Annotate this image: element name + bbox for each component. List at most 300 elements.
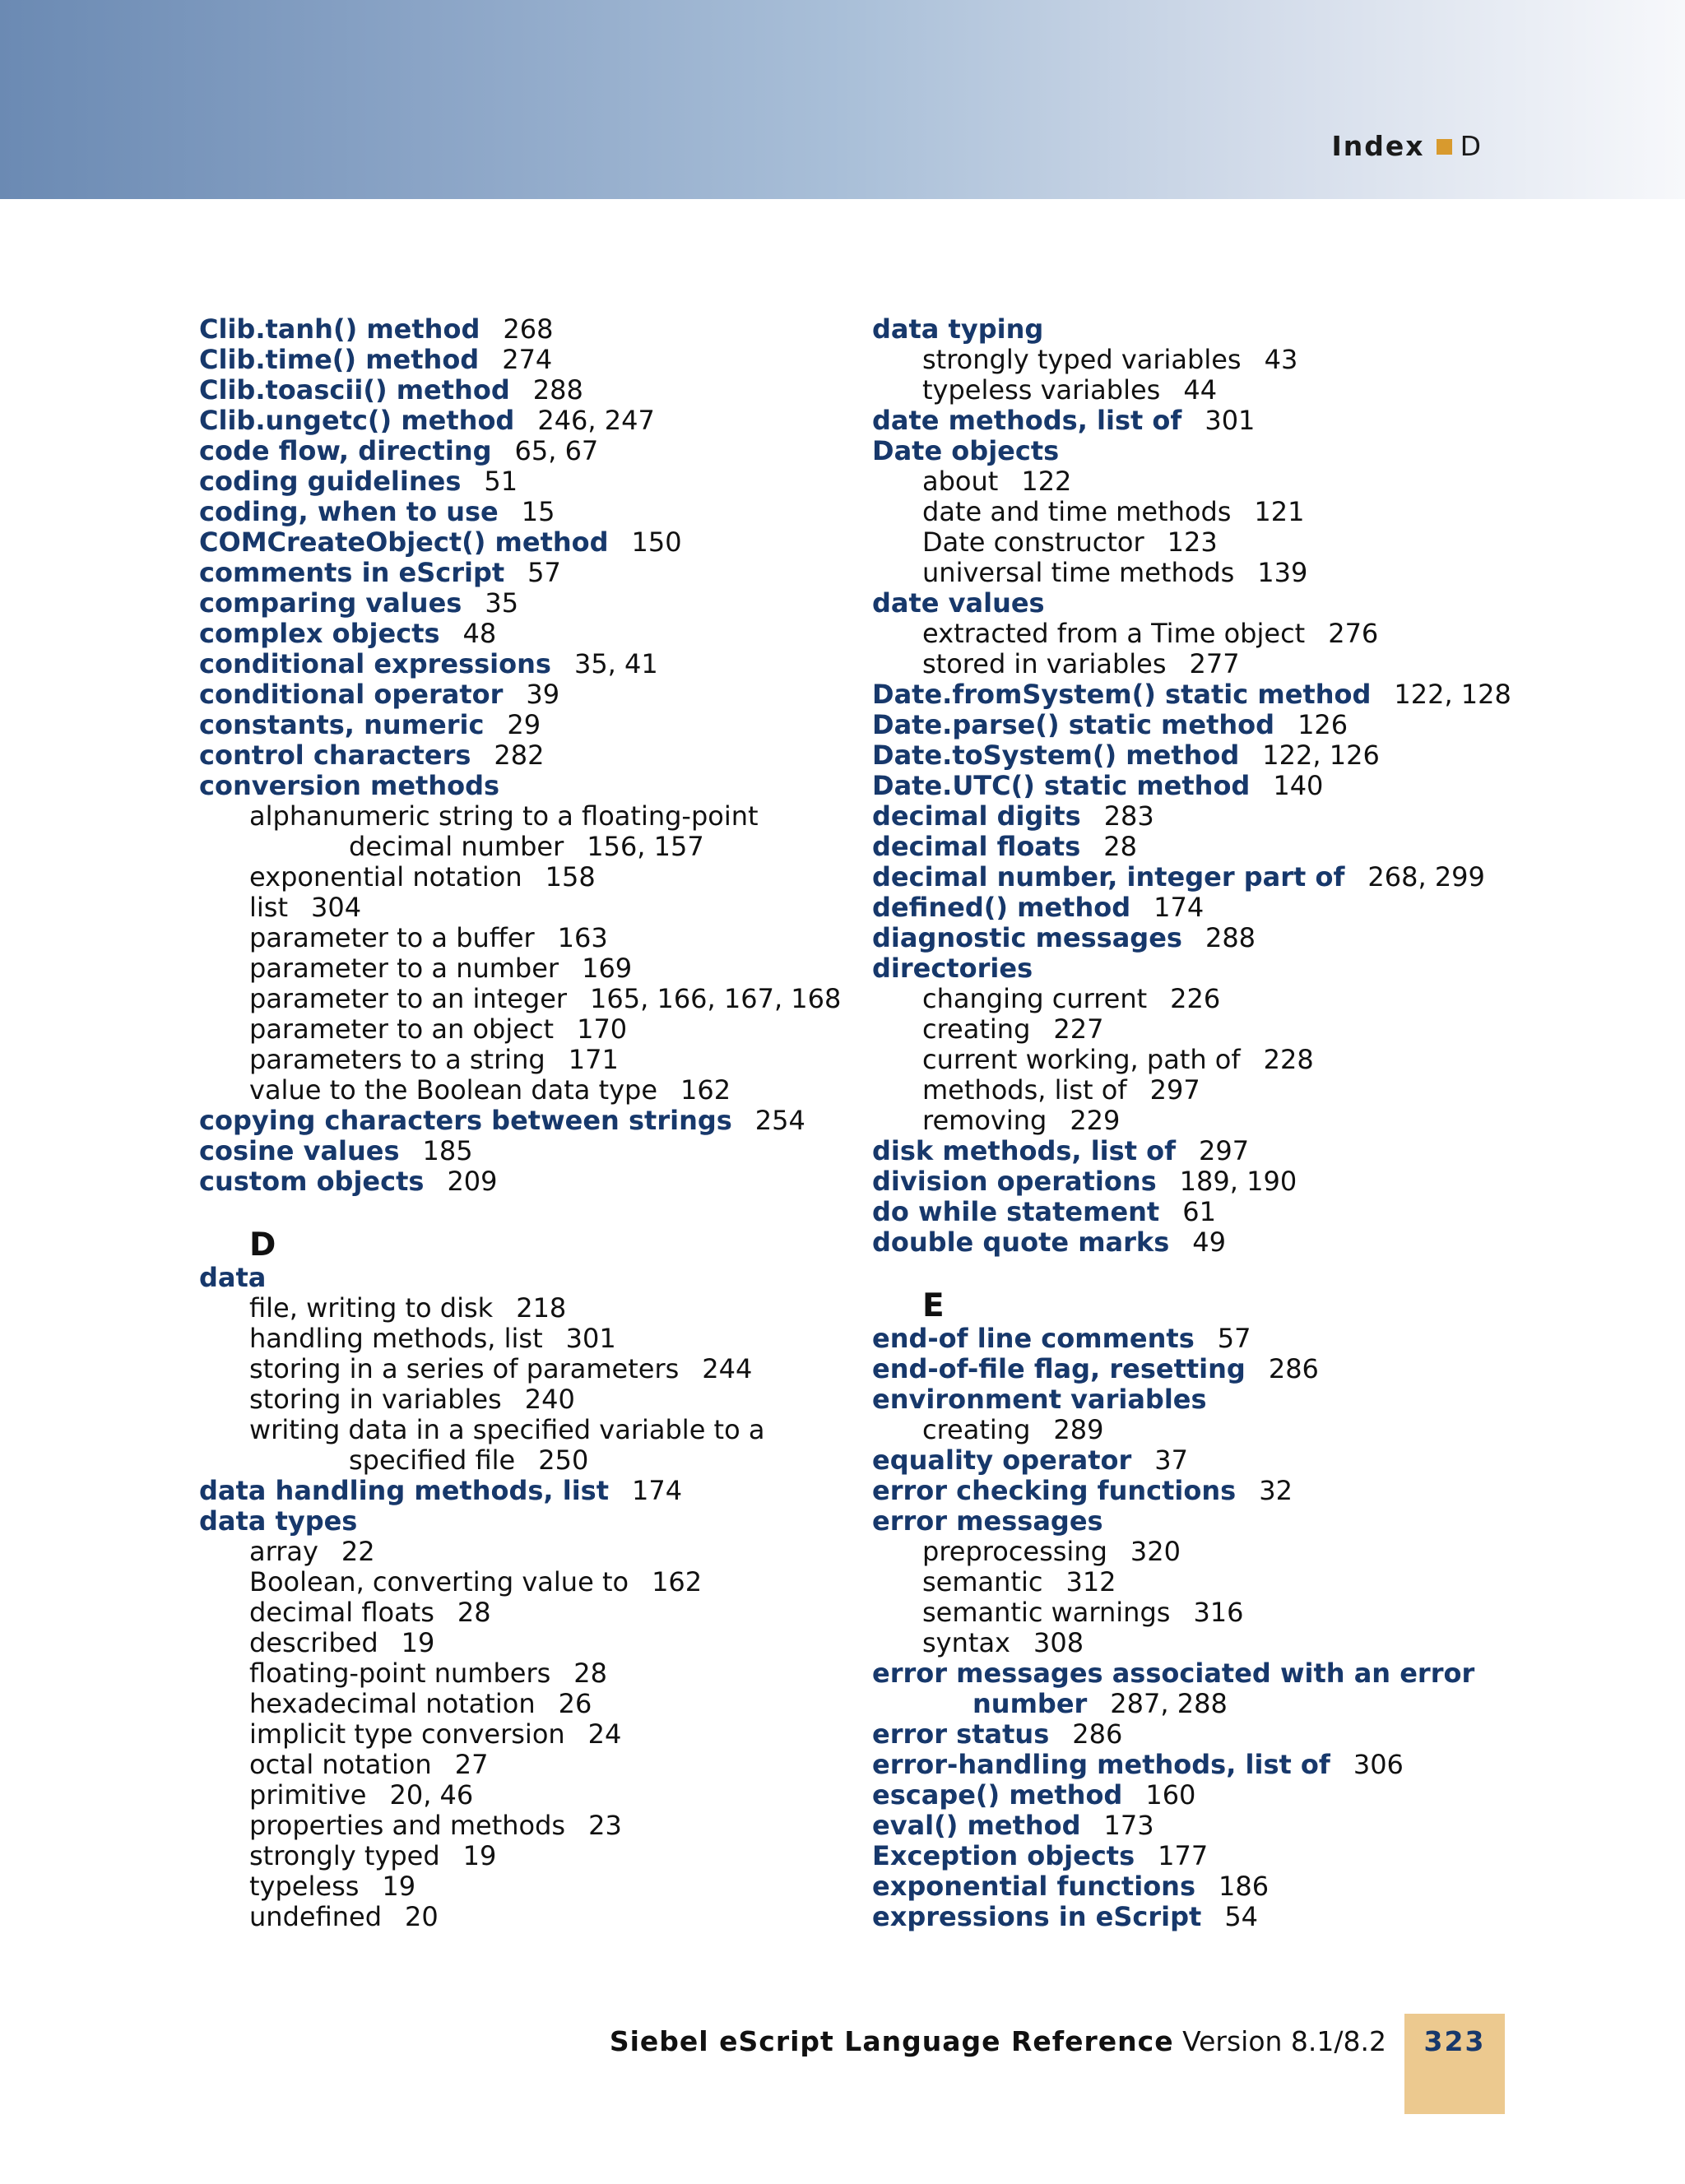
entry-term: cosine values — [199, 1135, 400, 1166]
entry-term: octal notation — [249, 1749, 432, 1780]
entry-term: parameter to an object — [249, 1013, 555, 1045]
entry-pages[interactable]: 163 — [557, 922, 608, 953]
index-subentry — [199, 1689, 857, 1719]
entry-pages[interactable]: 139 — [1257, 557, 1308, 588]
entry-pages[interactable]: 320 — [1130, 1536, 1181, 1567]
entry-term: exponential notation — [249, 861, 522, 893]
entry-pages[interactable]: 228 — [1263, 1044, 1314, 1075]
entry-pages[interactable]: 227 — [1053, 1013, 1104, 1045]
entry-term: date and time methods — [922, 496, 1232, 527]
index-entry — [199, 771, 857, 801]
entry-pages[interactable]: 286 — [1268, 1353, 1319, 1384]
entry-term: number — [972, 1688, 1088, 1719]
entry-pages[interactable]: 274 — [502, 344, 553, 375]
entry-pages[interactable]: 65, 67 — [514, 435, 599, 466]
entry-pages[interactable]: 54 — [1224, 1901, 1259, 1932]
entry-pages[interactable]: 287, 288 — [1110, 1688, 1228, 1719]
index-subentry — [199, 1354, 857, 1384]
index-subentry — [199, 1075, 857, 1106]
index-entry — [872, 832, 1547, 862]
entry-term: universal time methods — [922, 557, 1235, 588]
index-entry — [199, 619, 857, 649]
index-subentry — [872, 345, 1547, 375]
index-entry — [872, 740, 1547, 771]
entry-pages[interactable]: 226 — [1170, 983, 1221, 1014]
index-subentry — [872, 1537, 1547, 1567]
index-subentry — [199, 953, 857, 984]
footer — [610, 2025, 1386, 2058]
index-subentry — [199, 1445, 857, 1476]
entry-pages[interactable]: 158 — [545, 861, 596, 893]
entry-pages[interactable]: 268 — [503, 313, 554, 345]
entry-term: creating — [922, 1414, 1031, 1445]
entry-pages[interactable]: 297 — [1149, 1074, 1200, 1106]
entry-term: COMCreateObject() method — [199, 526, 609, 558]
entry-term: list — [249, 892, 288, 923]
entry-term: removing — [922, 1105, 1047, 1136]
index-entry — [872, 1506, 1547, 1537]
index-subentry — [872, 375, 1547, 406]
entry-term: do while statement — [872, 1196, 1160, 1227]
entry-term: typeless variables — [922, 374, 1161, 406]
entry-pages[interactable]: 24 — [587, 1718, 622, 1750]
letter-heading: D — [249, 1226, 276, 1264]
entry-term: file, writing to disk — [249, 1292, 494, 1324]
entry-term: date methods, list of — [872, 405, 1182, 436]
entry-term: Clib.time() method — [199, 344, 480, 375]
page-number-box — [1404, 2014, 1505, 2114]
version-text: Version 8.1/8.2 — [1182, 2025, 1386, 2057]
index-entry — [872, 1384, 1547, 1415]
entry-pages[interactable]: 244 — [702, 1353, 753, 1384]
entry-term: parameters to a string — [249, 1044, 545, 1075]
entry-pages[interactable]: 162 — [680, 1074, 731, 1106]
index-subentry — [199, 1567, 857, 1597]
entry-pages[interactable]: 306 — [1353, 1749, 1404, 1780]
entry-pages[interactable]: 15 — [521, 496, 555, 527]
index-subentry — [199, 1780, 857, 1811]
entry-pages[interactable]: 123 — [1167, 526, 1218, 558]
entry-pages[interactable]: 43 — [1264, 344, 1298, 375]
entry-term: Exception objects — [872, 1840, 1135, 1871]
index-subentry — [872, 466, 1547, 497]
entry-pages[interactable]: 229 — [1070, 1105, 1121, 1136]
header-letter: D — [1460, 130, 1481, 162]
entry-pages[interactable]: 19 — [382, 1871, 416, 1902]
entry-term: end-of-file flag, resetting — [872, 1353, 1246, 1384]
index-entry — [199, 345, 857, 375]
index-entry — [872, 1871, 1547, 1902]
entry-pages[interactable]: 140 — [1273, 770, 1324, 801]
entry-pages[interactable]: 288 — [1205, 922, 1256, 953]
entry-pages[interactable]: 218 — [516, 1292, 567, 1324]
entry-term: decimal floats — [249, 1597, 434, 1628]
entry-pages[interactable]: 23 — [588, 1810, 622, 1841]
entry-term: storing in variables — [249, 1384, 502, 1415]
index-entry — [872, 1719, 1547, 1750]
index-entry — [872, 893, 1547, 923]
entry-pages[interactable]: 209 — [447, 1166, 498, 1197]
entry-term: hexadecimal notation — [249, 1688, 536, 1719]
entry-term: about — [922, 466, 999, 497]
index-entry — [872, 1136, 1547, 1166]
entry-pages[interactable]: 160 — [1145, 1779, 1196, 1811]
entry-pages[interactable]: 286 — [1072, 1718, 1123, 1750]
entry-term: Clib.ungetc() method — [199, 405, 515, 436]
entry-pages[interactable]: 297 — [1199, 1135, 1250, 1166]
index-entry — [872, 1658, 1547, 1689]
entry-term: data types — [199, 1505, 358, 1537]
index-subentry — [872, 1014, 1547, 1045]
header-section: Index — [1331, 130, 1425, 162]
entry-term: extracted from a Time object — [922, 618, 1306, 649]
index-entry — [872, 1780, 1547, 1811]
index-subentry — [199, 862, 857, 893]
entry-pages[interactable]: 22 — [341, 1536, 375, 1567]
entry-term: error messages — [872, 1505, 1103, 1537]
entry-term: end-of line comments — [872, 1323, 1195, 1354]
entry-pages[interactable]: 174 — [1154, 892, 1205, 923]
index-subentry — [199, 1719, 857, 1750]
entry-pages[interactable]: 49 — [1192, 1226, 1226, 1258]
entry-pages[interactable]: 240 — [524, 1384, 575, 1415]
index-entry — [872, 679, 1547, 710]
entry-pages[interactable]: 250 — [538, 1444, 589, 1476]
index-entry — [872, 1841, 1547, 1871]
index-entry — [872, 710, 1547, 740]
entry-pages[interactable]: 61 — [1182, 1196, 1216, 1227]
entry-pages[interactable]: 156, 157 — [587, 831, 704, 862]
spacer — [872, 1258, 1547, 1288]
index-entry — [199, 466, 857, 497]
entry-term: Clib.tanh() method — [199, 313, 480, 345]
entry-term: value to the Boolean data type — [249, 1074, 658, 1106]
index-subentry — [199, 1871, 857, 1902]
entry-term: preprocessing — [922, 1536, 1107, 1567]
entry-term: escape() method — [872, 1779, 1123, 1811]
entry-term: data typing — [872, 313, 1044, 345]
index-subentry — [199, 1324, 857, 1354]
entry-pages[interactable]: 173 — [1103, 1810, 1154, 1841]
entry-pages[interactable]: 35 — [485, 587, 519, 619]
index-entry — [872, 1166, 1547, 1197]
index-subentry — [872, 1075, 1547, 1106]
index-subentry — [872, 558, 1547, 588]
index-subentry — [872, 649, 1547, 679]
index-subentry — [872, 1567, 1547, 1597]
index-entry — [199, 406, 857, 436]
entry-pages[interactable]: 171 — [568, 1044, 619, 1075]
index-subentry — [199, 1293, 857, 1324]
index-entry — [872, 801, 1547, 832]
entry-pages[interactable]: 304 — [311, 892, 362, 923]
index-subentry — [199, 1415, 857, 1445]
entry-pages[interactable]: 301 — [1205, 405, 1256, 436]
entry-term: exponential functions — [872, 1871, 1195, 1902]
entry-pages[interactable]: 276 — [1328, 618, 1379, 649]
entry-pages[interactable]: 48 — [462, 618, 497, 649]
entry-term: primitive — [249, 1779, 367, 1811]
index-entry — [872, 771, 1547, 801]
entry-term: creating — [922, 1013, 1031, 1045]
entry-pages[interactable]: 121 — [1254, 496, 1305, 527]
index-entry — [199, 1263, 857, 1293]
entry-pages[interactable]: 51 — [484, 466, 518, 497]
entry-term: Date.fromSystem() static method — [872, 679, 1372, 710]
entry-term: strongly typed variables — [922, 344, 1242, 375]
entry-pages[interactable]: 44 — [1183, 374, 1218, 406]
entry-term: typeless — [249, 1871, 360, 1902]
entry-term: floating-point numbers — [249, 1658, 551, 1689]
index-entry — [199, 740, 857, 771]
entry-term: conditional operator — [199, 679, 504, 710]
entry-pages[interactable]: 289 — [1053, 1414, 1104, 1445]
entry-term: Clib.toascii() method — [199, 374, 510, 406]
entry-term: eval() method — [872, 1810, 1081, 1841]
entry-pages[interactable]: 35, 41 — [573, 648, 658, 679]
entry-pages[interactable]: 177 — [1158, 1840, 1209, 1871]
entry-term: division operations — [872, 1166, 1157, 1197]
index-subentry — [199, 1811, 857, 1841]
index-entry — [872, 1902, 1547, 1932]
index-subentry — [872, 1415, 1547, 1445]
entry-term: storing in a series of parameters — [249, 1353, 680, 1384]
entry-term: described — [249, 1627, 378, 1658]
index-entry — [872, 862, 1547, 893]
book-title: Siebel eScript Language Reference — [609, 2025, 1174, 2057]
entry-term: conditional expressions — [199, 648, 551, 679]
entry-pages[interactable]: 122 — [1021, 466, 1072, 497]
index-entry — [199, 1166, 857, 1197]
index-entry — [872, 1689, 1547, 1719]
index-subentry — [872, 497, 1547, 527]
entry-term: defined() method — [872, 892, 1131, 923]
entry-term: implicit type conversion — [249, 1718, 565, 1750]
entry-term: stored in variables — [922, 648, 1167, 679]
index-subentry — [199, 1902, 857, 1932]
entry-pages[interactable]: 28 — [573, 1658, 607, 1689]
entry-term: error checking functions — [872, 1475, 1237, 1506]
entry-term: data handling methods, list — [199, 1475, 609, 1506]
entry-pages[interactable]: 169 — [582, 953, 633, 984]
index-subentry — [872, 619, 1547, 649]
index-entry — [872, 406, 1547, 436]
entry-pages[interactable]: 20 — [405, 1901, 439, 1932]
entry-pages[interactable]: 254 — [754, 1105, 805, 1136]
index-subentry — [199, 1384, 857, 1415]
entry-term: disk methods, list of — [872, 1135, 1177, 1166]
entry-pages[interactable]: 312 — [1065, 1566, 1116, 1597]
entry-pages[interactable]: 301 — [565, 1323, 616, 1354]
entry-term: comments in eScript — [199, 557, 505, 588]
entry-term: Date.toSystem() method — [872, 740, 1240, 771]
entry-term: semantic — [922, 1566, 1043, 1597]
entry-pages[interactable]: 185 — [422, 1135, 473, 1166]
index-entry — [872, 1324, 1547, 1354]
entry-term: environment variables — [872, 1384, 1207, 1415]
index-column-left — [199, 314, 857, 1932]
index-entry — [872, 1354, 1547, 1384]
index-entry — [872, 1227, 1547, 1258]
entry-term: writing data in a specified variable to a — [249, 1414, 765, 1445]
entry-pages[interactable]: 32 — [1259, 1475, 1293, 1506]
index-entry — [199, 558, 857, 588]
entry-pages[interactable]: 27 — [454, 1749, 489, 1780]
index-subentry — [199, 1658, 857, 1689]
entry-term: parameter to an integer — [249, 983, 568, 1014]
entry-pages[interactable]: 39 — [526, 679, 560, 710]
entry-pages[interactable]: 126 — [1297, 709, 1348, 740]
entry-pages[interactable]: 174 — [632, 1475, 683, 1506]
index-subentry — [199, 1014, 857, 1045]
entry-pages[interactable]: 277 — [1189, 648, 1240, 679]
index-entry — [199, 1106, 857, 1136]
index-entry — [199, 588, 857, 619]
index-subentry — [199, 1045, 857, 1075]
index-subentry — [199, 1841, 857, 1871]
entry-pages[interactable]: 19 — [462, 1840, 497, 1871]
entry-term: equality operator — [872, 1444, 1132, 1476]
entry-term: Boolean, converting value to — [249, 1566, 629, 1597]
index-entry — [199, 375, 857, 406]
entry-term: changing current — [922, 983, 1148, 1014]
entry-pages[interactable]: 189, 190 — [1179, 1166, 1297, 1197]
index-subentry — [199, 1628, 857, 1658]
index-entry — [199, 649, 857, 679]
index-subentry — [199, 801, 857, 832]
entry-term: decimal number — [349, 831, 564, 862]
entry-term: semantic warnings — [922, 1597, 1171, 1628]
entry-pages[interactable]: 28 — [457, 1597, 491, 1628]
entry-pages[interactable]: 288 — [532, 374, 583, 406]
entry-pages[interactable]: 29 — [507, 709, 541, 740]
entry-term: comparing values — [199, 587, 462, 619]
index-subentry — [199, 923, 857, 953]
entry-term: undefined — [249, 1901, 382, 1932]
entry-pages[interactable]: 308 — [1033, 1627, 1084, 1658]
entry-pages[interactable]: 170 — [577, 1013, 628, 1045]
index-entry — [199, 1476, 857, 1506]
entry-pages[interactable]: 37 — [1154, 1444, 1188, 1476]
entry-term: custom objects — [199, 1166, 425, 1197]
index-entry — [199, 710, 857, 740]
entry-term: alphanumeric string to a floating-point — [249, 800, 759, 832]
index-entry — [199, 314, 857, 345]
spacer — [199, 1197, 857, 1227]
entry-pages[interactable]: 57 — [1217, 1323, 1251, 1354]
entry-term: syntax — [922, 1627, 1010, 1658]
entry-term: decimal digits — [872, 800, 1081, 832]
index-entry — [872, 1197, 1547, 1227]
entry-term: double quote marks — [872, 1226, 1170, 1258]
entry-term: Date.parse() static method — [872, 709, 1275, 740]
entry-term: directories — [872, 953, 1033, 984]
entry-term: parameter to a buffer — [249, 922, 535, 953]
entry-term: handling methods, list — [249, 1323, 543, 1354]
entry-pages[interactable]: 57 — [527, 557, 561, 588]
entry-term: strongly typed — [249, 1840, 440, 1871]
index-entry — [872, 1445, 1547, 1476]
entry-term: methods, list of — [922, 1074, 1127, 1106]
entry-term: Date constructor — [922, 526, 1144, 558]
entry-term: coding, when to use — [199, 496, 499, 527]
entry-pages[interactable]: 268, 299 — [1367, 861, 1485, 893]
entry-pages[interactable]: 316 — [1193, 1597, 1244, 1628]
entry-term: Date.UTC() static method — [872, 770, 1251, 801]
entry-pages[interactable]: 28 — [1103, 831, 1137, 862]
index-entry — [199, 1506, 857, 1537]
index-subentry — [872, 1628, 1547, 1658]
entry-term: conversion methods — [199, 770, 500, 801]
square-bullet-icon — [1437, 139, 1452, 155]
index-subentry — [872, 1597, 1547, 1628]
entry-pages[interactable]: 186 — [1218, 1871, 1270, 1902]
entry-term: constants, numeric — [199, 709, 485, 740]
entry-term: code flow, directing — [199, 435, 492, 466]
entry-term: decimal floats — [872, 831, 1081, 862]
entry-pages[interactable]: 26 — [558, 1688, 592, 1719]
index-subentry — [199, 984, 857, 1014]
entry-term: data — [199, 1262, 267, 1293]
index-entry — [872, 314, 1547, 345]
entry-term: decimal number, integer part of — [872, 861, 1345, 893]
entry-term: array — [249, 1536, 318, 1567]
entry-pages[interactable]: 122, 128 — [1394, 679, 1511, 710]
entry-term: properties and methods — [249, 1810, 566, 1841]
entry-pages[interactable]: 282 — [494, 740, 545, 771]
index-entry — [199, 436, 857, 466]
index-entry — [872, 1811, 1547, 1841]
entry-pages[interactable]: 150 — [631, 526, 682, 558]
entry-pages[interactable]: 122, 126 — [1262, 740, 1380, 771]
entry-term: parameter to a number — [249, 953, 559, 984]
index-entry — [872, 436, 1547, 466]
entry-pages[interactable]: 165, 166, 167, 168 — [590, 983, 842, 1014]
entry-pages[interactable]: 162 — [652, 1566, 703, 1597]
index-entry — [872, 1476, 1547, 1506]
entry-pages[interactable]: 19 — [401, 1627, 435, 1658]
entry-term: error messages associated with an error — [872, 1658, 1475, 1689]
index-subentry — [199, 1537, 857, 1567]
entry-pages[interactable]: 246, 247 — [537, 405, 655, 436]
entry-term: specified file — [349, 1444, 516, 1476]
page-number: 323 — [1423, 2025, 1486, 2057]
index-subentry — [199, 1750, 857, 1780]
index-entry — [872, 588, 1547, 619]
index-subentry — [199, 893, 857, 923]
entry-term: Date objects — [872, 435, 1060, 466]
entry-term: copying characters between strings — [199, 1105, 732, 1136]
entry-term: error-handling methods, list of — [872, 1749, 1330, 1780]
entry-pages[interactable]: 20, 46 — [389, 1779, 474, 1811]
index-subentry — [199, 1597, 857, 1628]
index-column-right — [872, 314, 1547, 1932]
entry-term: diagnostic messages — [872, 922, 1182, 953]
index-entry — [199, 679, 857, 710]
index-subentry — [872, 984, 1547, 1014]
index-subentry — [872, 1045, 1547, 1075]
entry-term: coding guidelines — [199, 466, 462, 497]
index-entry — [872, 1750, 1547, 1780]
index-entry — [199, 497, 857, 527]
header-banner — [0, 0, 1685, 199]
entry-pages[interactable]: 283 — [1103, 800, 1154, 832]
entry-term: date values — [872, 587, 1045, 619]
index-entry — [872, 923, 1547, 953]
entry-term: complex objects — [199, 618, 440, 649]
index-subentry — [872, 1106, 1547, 1136]
index-subentry — [872, 527, 1547, 558]
